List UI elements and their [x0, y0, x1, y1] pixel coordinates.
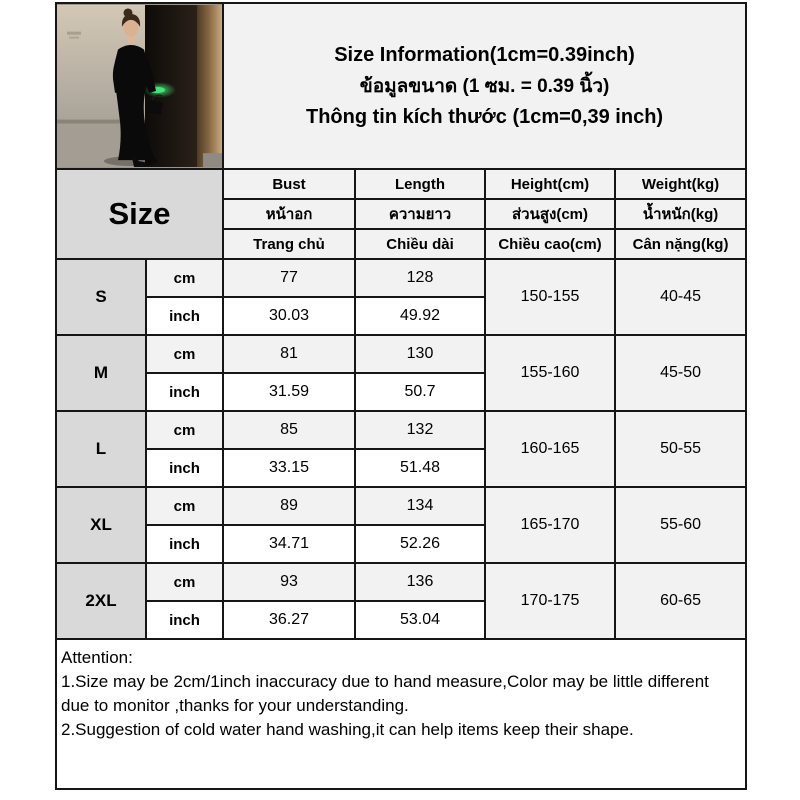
xl-bust-inch: 34.71: [223, 525, 355, 563]
2xl-length-cm: 136: [355, 563, 485, 601]
m-bust-inch: 31.59: [223, 373, 355, 411]
unit-cm: cm: [146, 487, 223, 525]
unit-inch: inch: [146, 297, 223, 335]
m-length-inch: 50.7: [355, 373, 485, 411]
xl-weight-range: 55-60: [615, 487, 746, 563]
attention-title: Attention:: [61, 648, 133, 667]
header-length-en: Length: [355, 169, 485, 199]
attention-line-2: 2.Suggestion of cold water hand washing,it can help items keep their shape.: [61, 720, 634, 739]
xl-height-range: 165-170: [485, 487, 615, 563]
title-english: Size Information(1cm=0.39inch): [334, 43, 635, 66]
header-weight-vi: Cân nặng(kg): [615, 229, 746, 259]
product-photo: [56, 3, 223, 169]
l-bust-inch: 33.15: [223, 449, 355, 487]
header-bust-vi: Trang chủ: [223, 229, 355, 259]
s-bust-inch: 30.03: [223, 297, 355, 335]
size-label-xl: XL: [56, 487, 146, 563]
attention-note: [56, 639, 746, 789]
s-bust-cm: 77: [223, 259, 355, 297]
2xl-bust-cm: 93: [223, 563, 355, 601]
header-height-vi: Chiều cao(cm): [485, 229, 615, 259]
header-weight-th: น้ำหนัก(kg): [615, 199, 746, 229]
unit-inch: inch: [146, 373, 223, 411]
unit-cm: cm: [146, 563, 223, 601]
unit-inch: inch: [146, 449, 223, 487]
header-height-en: Height(cm): [485, 169, 615, 199]
s-length-inch: 49.92: [355, 297, 485, 335]
size-header-cell: Size: [56, 169, 223, 259]
m-weight-range: 45-50: [615, 335, 746, 411]
m-bust-cm: 81: [223, 335, 355, 373]
header-weight-en: Weight(kg): [615, 169, 746, 199]
size-label-l: L: [56, 411, 146, 487]
2xl-length-inch: 53.04: [355, 601, 485, 639]
size-label-s: S: [56, 259, 146, 335]
m-length-cm: 130: [355, 335, 485, 373]
attention-line-1: 1.Size may be 2cm/1inch inaccuracy due to hand measure,Color may be little different due to monitor ,thanks for your understanding.: [61, 672, 709, 715]
unit-inch: inch: [146, 525, 223, 563]
s-height-range: 150-155: [485, 259, 615, 335]
2xl-height-range: 170-175: [485, 563, 615, 639]
unit-inch: inch: [146, 601, 223, 639]
m-height-range: 155-160: [485, 335, 615, 411]
size-label-m: M: [56, 335, 146, 411]
header-bust-en: Bust: [223, 169, 355, 199]
title-thai: ข้อมูลขนาด (1 ซม. = 0.39 นิ้ว): [359, 75, 610, 97]
s-weight-range: 40-45: [615, 259, 746, 335]
l-length-inch: 51.48: [355, 449, 485, 487]
size-label-2xl: 2XL: [56, 563, 146, 639]
header-length-vi: Chiều dài: [355, 229, 485, 259]
header-length-th: ความยาว: [355, 199, 485, 229]
s-length-cm: 128: [355, 259, 485, 297]
header-height-th: ส่วนสูง(cm): [485, 199, 615, 229]
size-table: [55, 2, 747, 790]
unit-cm: cm: [146, 411, 223, 449]
size-chart-sheet: [55, 2, 747, 790]
xl-bust-cm: 89: [223, 487, 355, 525]
l-weight-range: 50-55: [615, 411, 746, 487]
size-info-title-block: [223, 3, 746, 169]
header-bust-th: หน้าอก: [223, 199, 355, 229]
2xl-bust-inch: 36.27: [223, 601, 355, 639]
title-vietnamese: Thông tin kích thước (1cm=0,39 inch): [305, 105, 664, 128]
l-length-cm: 132: [355, 411, 485, 449]
xl-length-cm: 134: [355, 487, 485, 525]
2xl-weight-range: 60-65: [615, 563, 746, 639]
l-height-range: 160-165: [485, 411, 615, 487]
l-bust-cm: 85: [223, 411, 355, 449]
unit-cm: cm: [146, 259, 223, 297]
unit-cm: cm: [146, 335, 223, 373]
xl-length-inch: 52.26: [355, 525, 485, 563]
model-photo-illustration: [57, 5, 222, 167]
